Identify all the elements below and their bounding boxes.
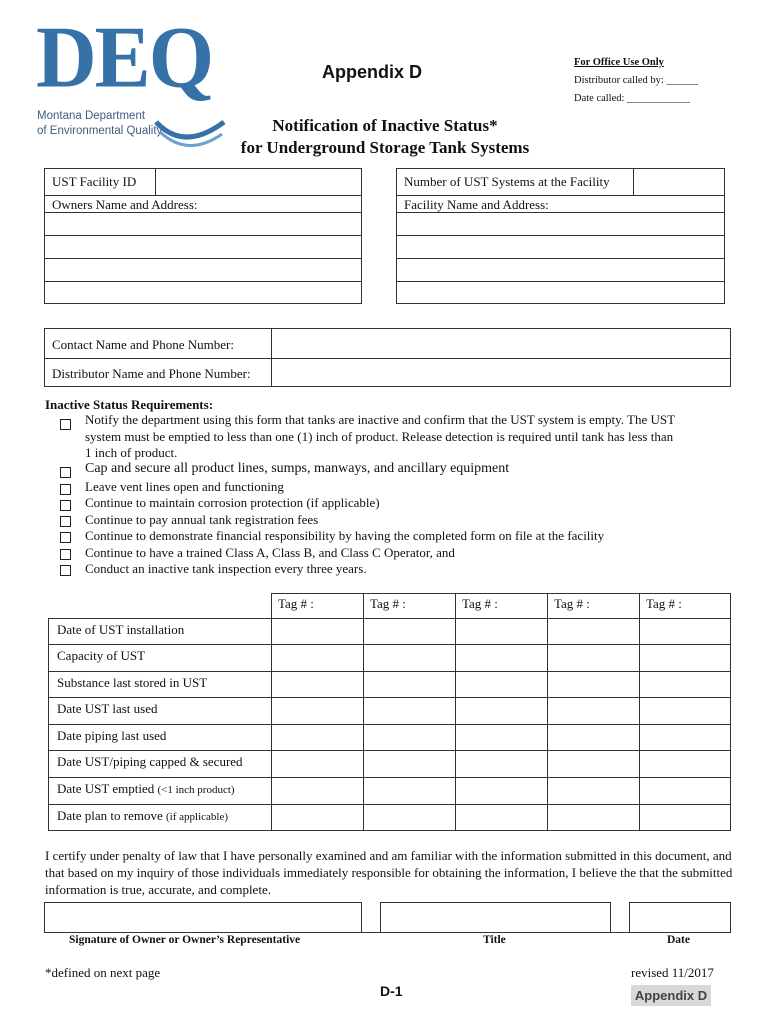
footnote: *defined on next page — [45, 965, 161, 980]
tag-row-label-substance: Substance last stored in UST — [57, 675, 208, 690]
tag-table-right-border — [730, 593, 731, 831]
requirement-checkbox-2[interactable] — [60, 467, 71, 478]
contact-name-label: Contact Name and Phone Number: — [52, 337, 234, 352]
owners-address-line-1[interactable] — [45, 213, 361, 236]
distributor-name-label: Distributor Name and Phone Number: — [52, 366, 251, 381]
office-use-heading: For Office Use Only — [574, 57, 664, 68]
form-title-line-2: for Underground Storage Tank Systems — [240, 138, 530, 157]
tag-row-divider — [48, 777, 731, 778]
tag-header-4: Tag # : — [547, 593, 639, 618]
tag-header-3: Tag # : — [455, 593, 547, 618]
tag-row-divider — [48, 724, 731, 725]
title-label: Title — [483, 934, 506, 946]
date-label: Date — [667, 934, 690, 946]
facility-address-label: Facility Name and Address: — [404, 197, 549, 212]
date-input[interactable] — [629, 902, 731, 933]
facility-address-box — [396, 195, 725, 304]
facility-address-line-4[interactable] — [397, 282, 724, 304]
date-called-field[interactable]: Date called: ____________ — [574, 93, 691, 104]
tag-row-label-capacity: Capacity of UST — [57, 648, 146, 663]
tag-row-note-emptied: (<1 inch product) — [157, 784, 235, 796]
owners-address-line-2[interactable] — [45, 236, 361, 259]
requirement-text-8: Conduct an inactive tank inspection every three years. — [85, 561, 367, 576]
requirement-text-1a: Notify the department using this form that tanks are inactive and confirm that the UST system is empty. The UST — [85, 412, 676, 427]
requirement-text-7: Continue to have a trained Class A, Class B, and Class C Operator, and — [85, 545, 455, 560]
certification-statement: I certify under penalty of law that I have personally examined and am familiar with the information submitted in this document, and that based on my inquiry of those individuals immediately responsible for obtaining the information, I believe the that the submitted information is true, accurate, and complete. — [45, 848, 733, 897]
tag-table — [48, 593, 731, 831]
owners-address-line-3[interactable] — [45, 259, 361, 282]
office-use-block — [574, 54, 698, 108]
tag-col-divider — [271, 593, 272, 831]
appendix-title: Appendix D — [322, 62, 423, 82]
page-number: D-1 — [380, 983, 403, 999]
tag-col-divider — [639, 593, 640, 831]
facility-address-line-2[interactable] — [397, 236, 724, 259]
number-systems-input[interactable] — [633, 168, 726, 196]
requirement-text-6: Continue to demonstrate financial responsibility by having the completed form on file at the facility — [85, 528, 605, 543]
requirements-heading: Inactive Status Requirements: — [45, 397, 214, 412]
contact-name-input[interactable] — [272, 329, 730, 358]
requirement-checkbox-7[interactable] — [60, 549, 71, 560]
requirement-text-3: Leave vent lines open and functioning — [85, 479, 284, 494]
owners-address-label: Owners Name and Address: — [52, 197, 198, 212]
owners-row-label — [45, 196, 361, 213]
revised-date: revised 11/2017 — [631, 965, 714, 980]
facility-address-line-1[interactable] — [397, 213, 724, 236]
tag-row-label-installation: Date of UST installation — [57, 622, 185, 637]
appendix-badge: Appendix D — [631, 985, 711, 1006]
tag-row-divider — [48, 697, 731, 698]
logo-line-2: of Environmental Quality — [37, 125, 163, 137]
tag-row-divider — [48, 618, 731, 619]
requirement-text-5: Continue to pay annual tank registration fees — [85, 512, 319, 527]
tag-row-label-capped: Date UST/piping capped & secured — [57, 754, 243, 769]
distributor-name-input[interactable] — [272, 359, 730, 386]
tag-row-note-remove: (if applicable) — [166, 811, 229, 823]
distributor-called-field[interactable]: Distributor called by: ______ — [574, 75, 698, 86]
requirement-checkbox-3[interactable] — [60, 484, 71, 495]
tag-col-divider — [363, 593, 364, 831]
tag-header-5: Tag # : — [639, 593, 731, 618]
form-title — [0, 115, 770, 159]
tag-row-divider — [48, 671, 731, 672]
requirement-checkbox-6[interactable] — [60, 532, 71, 543]
requirement-text-4: Continue to maintain corrosion protection (if applicable) — [85, 495, 380, 510]
title-input[interactable] — [380, 902, 611, 933]
number-systems-box — [396, 168, 725, 196]
requirement-text-1c: 1 inch of product. — [85, 445, 178, 460]
requirement-checkbox-4[interactable] — [60, 500, 71, 511]
requirement-checkbox-8[interactable] — [60, 565, 71, 576]
tag-row-label-ust-last-used: Date UST last used — [57, 701, 158, 716]
requirement-checkbox-1[interactable] — [60, 419, 71, 430]
contact-box — [44, 328, 731, 387]
tag-row-label-remove-text: Date plan to remove — [57, 808, 163, 823]
facility-row-label — [397, 196, 724, 213]
number-systems-label: Number of UST Systems at the Facility — [404, 174, 610, 189]
owners-address-line-4[interactable] — [45, 282, 361, 304]
requirement-checkbox-5[interactable] — [60, 516, 71, 527]
ust-facility-id-label: UST Facility ID — [52, 174, 137, 189]
tag-col-divider — [547, 593, 548, 831]
tag-row-label-emptied — [57, 781, 235, 797]
tag-row-divider — [48, 644, 731, 645]
signature-baseline — [44, 932, 731, 933]
tag-header-2: Tag # : — [363, 593, 455, 618]
owner-signature-label: Signature of Owner or Owner’s Representative — [69, 934, 301, 946]
tag-row-divider — [48, 750, 731, 751]
ust-facility-id-input[interactable] — [155, 168, 363, 196]
tag-row-divider — [48, 804, 731, 805]
facility-address-line-3[interactable] — [397, 259, 724, 282]
tag-row-label-remove — [57, 808, 228, 824]
tag-col-divider — [455, 593, 456, 831]
logo-letters: DEQ — [36, 8, 213, 107]
tag-row-label-emptied-text: Date UST emptied — [57, 781, 155, 796]
tag-table-bottom-border — [48, 830, 731, 831]
tag-row-label-piping-last-used: Date piping last used — [57, 728, 167, 743]
owners-address-box — [44, 195, 362, 304]
tag-header-1: Tag # : — [271, 593, 363, 618]
logo-line-1: Montana Department — [37, 110, 146, 122]
requirement-text-2: Cap and secure all product lines, sumps, manways, and ancillary equipment — [85, 461, 510, 476]
requirement-text-1b: system must be emptied to less than one (1) inch of product. Release detection is required until tank has less than — [85, 429, 674, 444]
ust-facility-id-box — [44, 168, 362, 196]
form-title-line-1: Notification of Inactive Status* — [272, 116, 498, 135]
owner-signature-input[interactable] — [44, 902, 362, 933]
